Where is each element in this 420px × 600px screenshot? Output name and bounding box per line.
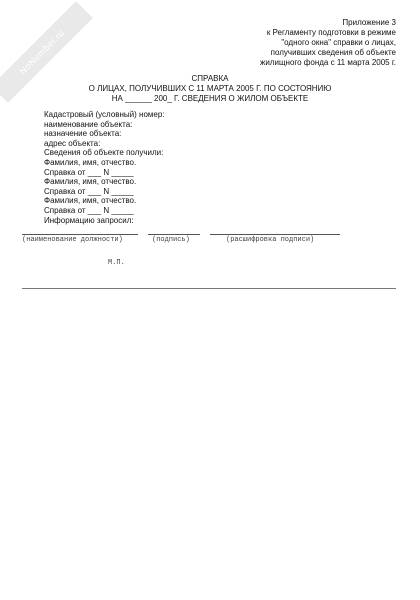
field-certificate: Справка от ___ N _____	[44, 186, 134, 196]
signature-line	[148, 234, 200, 235]
field-object-purpose: назначение объекта:	[44, 129, 122, 139]
field-cadastral-number: Кадастровый (условный) номер:	[44, 110, 165, 119]
field-certificate: Справка от ___ N _____	[44, 205, 134, 215]
appendix-line: к Регламенту подготовки в режиме	[266, 28, 396, 37]
document-title	[0, 74, 420, 104]
field-recipients-heading: Сведения об объекте получили:	[44, 148, 164, 158]
field-object-name: наименование объекта:	[44, 119, 133, 129]
appendix-header	[186, 18, 396, 68]
appendix-line: Приложение 3	[342, 18, 396, 27]
form-fields	[44, 110, 165, 225]
title-line: О ЛИЦАХ, ПОЛУЧИВШИХ С 11 МАРТА 2005 Г. ПО СОСТОЯНИЮ	[88, 84, 332, 93]
field-certificate: Справка от ___ N _____	[44, 167, 134, 177]
appendix-line: "одного окна" справки о лицах,	[281, 38, 396, 47]
decoding-caption: (расшифровка подписи)	[226, 236, 315, 244]
field-full-name: Фамилия, имя, отчество.	[44, 177, 137, 187]
field-full-name: Фамилия, имя, отчество.	[44, 157, 137, 167]
appendix-line: получивших сведения об объекте	[270, 48, 396, 57]
appendix-line: жилищного фонда с 11 марта 2005 г.	[259, 58, 396, 67]
title-line: СПРАВКА	[191, 74, 229, 83]
field-full-name: Фамилия, имя, отчество.	[44, 196, 137, 206]
position-signature-line	[22, 234, 138, 235]
bottom-divider	[22, 288, 396, 289]
watermark: NoNumber.ru	[0, 1, 93, 103]
field-requested-by: Информацию запросил:	[44, 215, 134, 225]
signature-caption: (подпись)	[152, 236, 190, 244]
field-object-address: адрес объекта:	[44, 138, 101, 148]
decoding-signature-line	[210, 234, 340, 235]
title-line: НА ______ 200_ Г. СВЕДЕНИЯ О ЖИЛОМ ОБЪЕКТЕ	[111, 94, 309, 103]
stamp-place: М.П.	[108, 259, 125, 267]
position-caption: (наименование должности)	[22, 236, 123, 244]
